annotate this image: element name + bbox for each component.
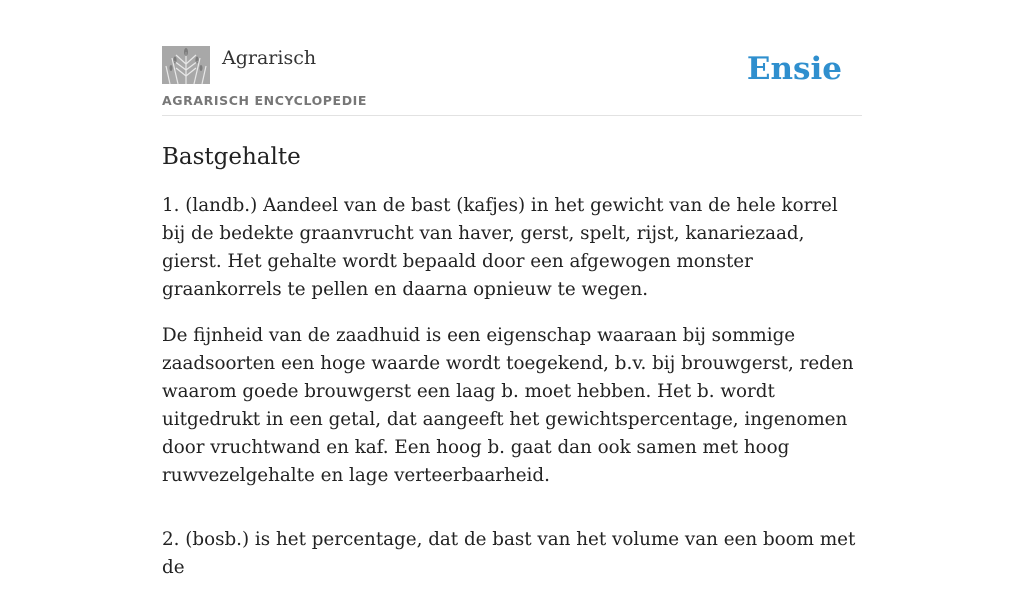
site-name[interactable]: Agrarisch — [222, 47, 317, 69]
logo-graphic — [162, 46, 210, 84]
site-header — [162, 0, 862, 116]
article-paragraph: De fijnheid van de zaadhuid is een eigenschap waaraan bij sommige zaadsoorten een hoge waarde wordt toegekend, b.v. bij brouwgerst, reden waarom goede brouwgerst een laag b. moet hebben. Het b. wordt uitgedrukt in een getal, dat aangeeft het gewichtspercentage, ingenomen door vruchtwand en kaf. Een hoog b. gaat dan ook samen met hoog ruwvezelgehalte en lage verteerbaarheid. — [162, 325, 854, 486]
wheat-icon[interactable] — [162, 46, 210, 84]
article-paragraph: 2. (bosb.) is het percentage, dat de bast van het volume van een boom met de — [162, 529, 856, 578]
site-subtitle: AGRARISCH ENCYCLOPEDIE — [162, 93, 368, 108]
article-content — [162, 192, 862, 582]
article-paragraph: 1. (landb.) Aandeel van de bast (kafjes) in het gewicht van de hele korrel bij de bedekte graanvrucht van haver, gerst, spelt, rijst, kanariezaad, gierst. Het gehalte wordt bepaald door een afgewogen monster graankorrels te pellen en daarna opnieuw te wegen. — [162, 195, 838, 300]
article-title: Bastgehalte — [162, 144, 301, 170]
brand-logo[interactable]: Ensie — [746, 51, 842, 87]
page — [162, 0, 862, 600]
